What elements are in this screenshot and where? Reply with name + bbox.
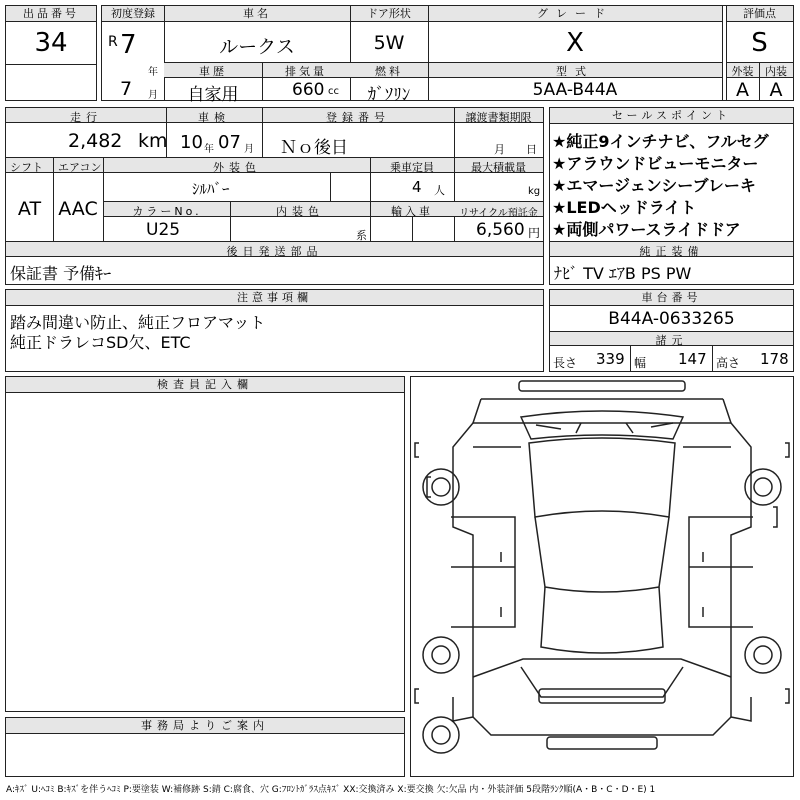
office-label: 事務局よりご案内 <box>6 718 404 734</box>
displacement-label: 排気量 <box>285 65 327 78</box>
inspection-year: 10 <box>180 132 203 153</box>
inspection-month-unit: 月 <box>244 144 254 155</box>
score: S <box>751 28 768 58</box>
month-unit: 月 <box>148 90 158 101</box>
inspection-month: 07 <box>218 132 241 153</box>
capacity: 4 <box>412 178 422 196</box>
dims-label: 諸元 <box>655 334 688 347</box>
car-diagram <box>411 377 793 776</box>
transfer-day-unit: 日 <box>526 143 537 156</box>
history-label: 車歴 <box>199 65 227 78</box>
exterior-score: A <box>736 79 749 101</box>
displacement-unit: cc <box>328 86 339 97</box>
recycle-label: リサイクル預託金 <box>459 208 538 219</box>
notes-label: 注意事項欄 <box>6 290 543 306</box>
era: R <box>108 34 118 50</box>
mileage: 2,482 <box>68 130 123 152</box>
legend: A:ｷｽﾞ U:ﾍｺﾐ B:ｷｽﾞを伴うﾍｺﾐ P:要塗装 W:補修跡 S:錆 C:腐食、穴 G:ﾌﾛﾝﾄｶﾞﾗｽ点ｷｽﾞ XX:交換済み X:要交換 欠:欠品 内・外装評価 5段階ﾗﾝｸ順(A・B・C・D・E) 1 <box>6 785 656 795</box>
door-shape-label: ドア形状 <box>350 6 428 22</box>
office-block <box>5 717 405 777</box>
fuel: ｶﾞｿﾘﾝ <box>367 85 411 105</box>
recycle-unit: 円 <box>528 226 541 240</box>
notes-block <box>5 289 544 372</box>
shift: AT <box>17 198 42 220</box>
notes-line: 踏み間違い防止、純正フロアマット <box>10 313 266 332</box>
model: 5AA-B44A <box>532 80 618 100</box>
first-reg-month: 7 <box>120 78 133 100</box>
max-load-label: 最大積載量 <box>471 161 526 174</box>
aircon-label: エアコン <box>58 161 102 174</box>
equipment: ﾅﾋﾞ TV ｴｱB PS PW <box>554 264 692 283</box>
capacity-unit: 人 <box>434 184 445 197</box>
registration-number: Ｎｏ後日 <box>280 138 348 158</box>
door-shape: 5W <box>373 32 405 54</box>
inspection-year-unit: 年 <box>204 144 214 155</box>
interior-color-label: 内装色 <box>276 205 324 218</box>
color-number: U25 <box>146 220 181 240</box>
capacity-label: 乗車定員 <box>390 161 434 174</box>
first-reg-year: 7 <box>120 30 137 60</box>
mileage-unit: km <box>138 130 168 152</box>
chassis-block <box>549 289 794 372</box>
first-reg-label: 初度登録 <box>102 6 164 22</box>
equipment-label: 純正装備 <box>639 245 704 258</box>
car-name-label: 車名 <box>164 6 350 22</box>
interior-score: A <box>769 79 783 101</box>
sales-point: ★LEDヘッドライト <box>552 198 697 217</box>
lot-number: 34 <box>34 28 68 58</box>
aircon: AAC <box>58 198 98 220</box>
exterior-color: ｼﾙﾊﾞｰ <box>192 180 230 198</box>
grade: X <box>566 28 584 58</box>
car-name: ルークス <box>219 36 295 58</box>
fuel-label: 燃料 <box>375 65 403 78</box>
length-label: 長さ <box>553 356 578 370</box>
inspector-label: 検査員記入欄 <box>6 377 404 393</box>
history: 自家用 <box>187 85 239 105</box>
color-label: 外装色 <box>213 161 261 174</box>
sales-point: ★両側パワースライドドア <box>552 220 741 239</box>
inspection-label: 車検 <box>198 111 230 124</box>
max-load-unit: kg <box>528 186 541 197</box>
interior-color-unit: 系 <box>356 229 367 242</box>
sales-points-label: セールスポイント <box>550 108 793 124</box>
sales-points-block <box>549 107 794 285</box>
width: 147 <box>678 350 707 368</box>
displacement: 660 <box>292 80 325 100</box>
height: 178 <box>760 350 789 368</box>
shift-label: シフト <box>10 161 43 174</box>
notes-line: 純正ドラレコSD欠、ETC <box>10 333 191 352</box>
car-diagram-panel <box>410 376 794 777</box>
sales-point: ★アラウンドビューモニター <box>552 154 759 173</box>
lot-number-cell <box>5 5 97 101</box>
width-label: 幅 <box>634 356 647 370</box>
inspector-block <box>5 376 405 712</box>
mileage-label: 走行 <box>70 111 102 124</box>
color-no-label: カラーNo. <box>132 205 202 218</box>
sales-point: ★純正9インチナビ、フルセグ <box>552 132 769 151</box>
chassis-number: B44A-0633265 <box>608 309 735 329</box>
later-parts: 保証書 予備ｷｰ <box>10 264 112 283</box>
sales-point: ★エマージェンシーブレーキ <box>552 176 756 195</box>
exterior-label: 外装 <box>731 65 754 78</box>
length: 339 <box>596 350 625 368</box>
lot-number-label: 出品番号 <box>6 6 96 22</box>
transfer-label: 譲渡書類期限 <box>465 111 532 124</box>
import-label: 輸入車 <box>391 205 433 218</box>
interior-label: 内装 <box>765 65 787 78</box>
year-unit: 年 <box>148 67 158 78</box>
grade-label: グレード <box>428 6 722 22</box>
later-parts-label: 後日発送部品 <box>226 245 323 258</box>
detail-block <box>5 107 544 285</box>
reg-no-label: 登録番号 <box>326 111 390 124</box>
height-label: 高さ <box>716 356 741 370</box>
vehicle-info-block <box>101 5 794 105</box>
model-label: 型式 <box>556 65 594 78</box>
transfer-month-unit: 月 <box>494 143 505 156</box>
chassis-label: 車台番号 <box>550 290 793 306</box>
recycle-fee: 6,560 <box>476 220 525 240</box>
score-label: 評価点 <box>726 6 793 22</box>
